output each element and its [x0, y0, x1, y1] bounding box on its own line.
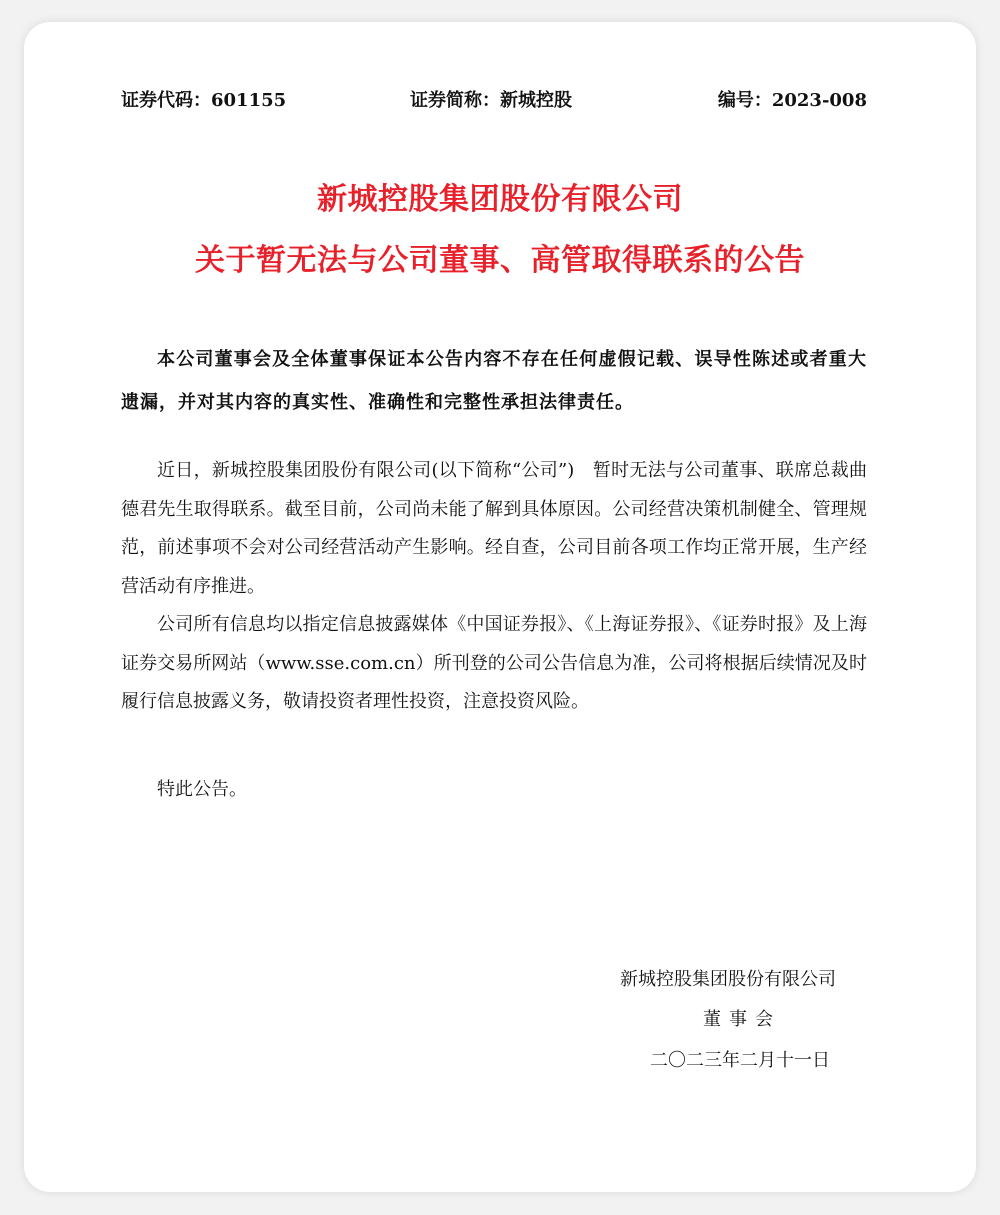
closing-text: 特此公告。 — [157, 779, 247, 800]
disclaimer-text: 本公司董事会及全体董事保证本公告内容不存在任何虚假记载、误导性陈述或者重大遗漏，并对其内容的真实性、准确性和完整性承担法律责任。 — [121, 349, 867, 413]
announcement-title: 关于暂无法与公司董事、高管取得联系的公告 — [195, 243, 805, 278]
stock-abbreviation: 证券简称：新城控股 — [410, 90, 572, 111]
signature-date: 二〇二三年二月十一日 — [650, 1050, 830, 1071]
body-paragraph-1: 近日，新城控股集团股份有限公司(以下简称“公司”) 暂时无法与公司董事、联席总裁曲德君先生取得联系。截至目前，公司尚未能了解到具体原因。公司经营决策机制健全、管理规范，前述事项不会对公司经营活动产生影响。经自查，公司目前各项工作均正常开展，生产经营活动有序推进。 — [121, 460, 867, 597]
header-row — [121, 86, 867, 112]
body-section — [121, 452, 867, 722]
signature-board: 董事会 — [703, 1009, 781, 1030]
body-paragraph-2: 公司所有信息均以指定信息披露媒体《中国证券报》、《上海证券报》、《证券时报》及上海证券交易所网站（www.sse.com.cn）所刊登的公司公告信息为准，公司将根据后续情况及时履行信息披露义务，敬请投资者理性投资，注意投资风险。 — [121, 614, 867, 712]
disclaimer-paragraph — [121, 338, 867, 424]
signature-company: 新城控股集团股份有限公司 — [620, 969, 836, 990]
company-title: 新城控股集团股份有限公司 — [317, 182, 683, 217]
stock-code: 证券代码：601155 — [121, 90, 287, 111]
announcement-number: 编号：2023-008 — [717, 90, 867, 111]
